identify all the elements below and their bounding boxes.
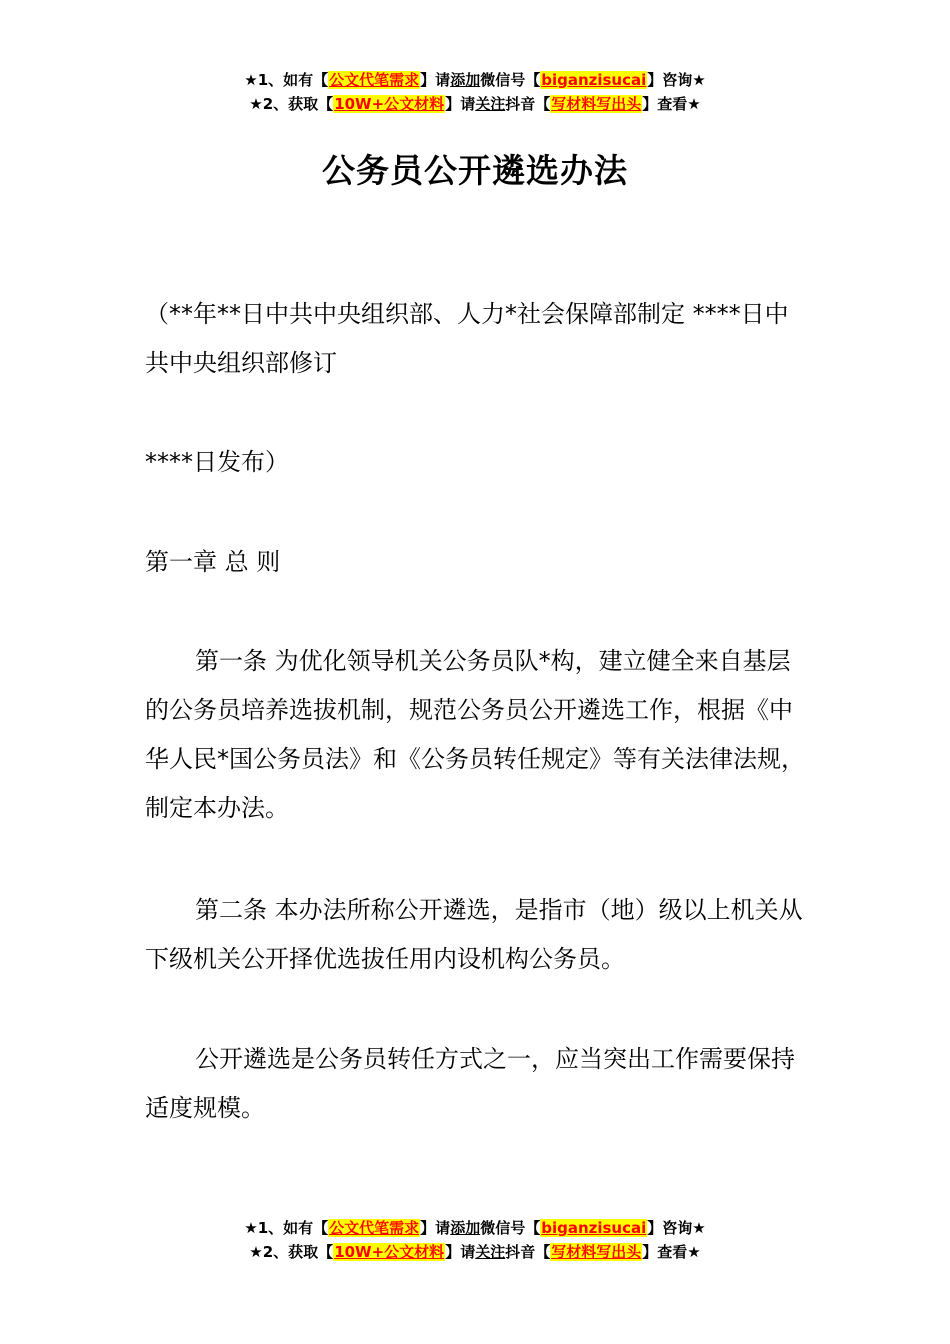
highlight-service: 公文代笔需求 (329, 1219, 420, 1237)
highlight-materials: 10W+公文材料 (334, 95, 445, 113)
banner-text: ★2、获取【 (249, 1243, 334, 1261)
banner-text: 抖音【 (505, 1243, 551, 1261)
banner-text: 】咨询★ (647, 1219, 706, 1237)
banner-text: ★1、如有【 (244, 71, 329, 89)
banner-text: 微信号【 (480, 1219, 541, 1237)
banner-text: ★1、如有【 (244, 1219, 329, 1237)
top-banner (0, 68, 950, 116)
bottom-banner (0, 1216, 950, 1264)
highlight-service: 公文代笔需求 (329, 71, 420, 89)
banner-text-underlined: 添加 (450, 1219, 481, 1237)
source-note-line1: （**年**日中共中央组织部、人力*社会保障部制定 ****日中共中央组织部修订 (145, 300, 789, 377)
banner-text: 】请 (445, 1243, 476, 1261)
article-1: 第一条 为优化领导机关公务员队*构，建立健全来自基层的公务员培养选拔机制，规范公务员公开遴选工作，根据《中华人民*国公务员法》和《公务员转任规定》等有关法律法规，制定本办法。 (145, 647, 805, 822)
banner-text: 抖音【 (505, 95, 551, 113)
banner-text: 】查看★ (642, 95, 701, 113)
banner-line-2 (0, 1240, 950, 1264)
banner-text: 微信号【 (480, 71, 541, 89)
banner-text: ★2、获取【 (249, 95, 334, 113)
highlight-douyin-account: 写材料写出头 (551, 1243, 642, 1261)
banner-line-1 (0, 68, 950, 92)
banner-text: 】请 (420, 1219, 451, 1237)
banner-text-underlined: 关注 (475, 1243, 506, 1261)
banner-text: 】咨询★ (647, 71, 706, 89)
highlight-wechat-id: biganzisucai (541, 1219, 647, 1237)
article-2: 第二条 本办法所称公开遴选，是指市（地）级以上机关从下级机关公开择优选拔任用内设机构公务员。 (145, 896, 803, 973)
source-note-line2: ****日发布） (145, 448, 289, 476)
banner-text-underlined: 添加 (450, 71, 481, 89)
banner-text-underlined: 关注 (475, 95, 506, 113)
banner-text: 】请 (420, 71, 451, 89)
banner-text: 】请 (445, 95, 476, 113)
banner-text: 】查看★ (642, 1243, 701, 1261)
banner-line-1 (0, 1216, 950, 1240)
document-title: 公务员公开遴选办法 (322, 151, 628, 190)
chapter-heading: 第一章 总 则 (145, 548, 281, 576)
highlight-materials: 10W+公文材料 (334, 1243, 445, 1261)
article-2-paragraph-2: 公开遴选是公务员转任方式之一，应当突出工作需要保持适度规模。 (145, 1045, 795, 1122)
banner-line-2 (0, 92, 950, 116)
highlight-douyin-account: 写材料写出头 (551, 95, 642, 113)
highlight-wechat-id: biganzisucai (541, 71, 647, 89)
